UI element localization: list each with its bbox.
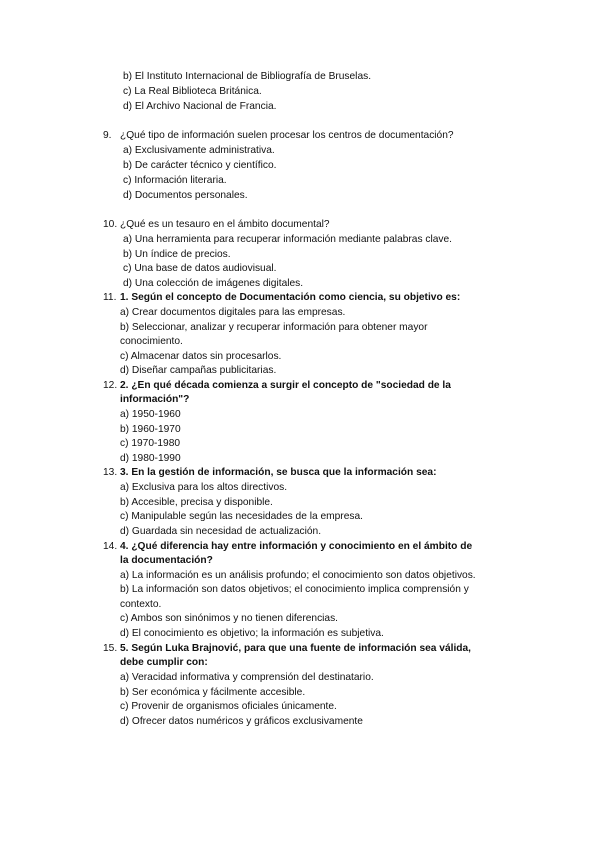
q9-number: 9. [103,130,112,141]
q15-question-line1: 5. Según Luka Brajnović, para que una fuente de información sea válida, [120,643,471,654]
q11-question: 1. Según el concepto de Documentación como ciencia, su objetivo es: [120,292,461,303]
q15-question-line2: debe cumplir con: [120,657,208,668]
q14-option-b-cont: contexto. [120,599,162,610]
q10-option-a: a) Una herramienta para recuperar información mediante palabras clave. [123,234,452,245]
q14-option-b: b) La información son datos objetivos; el conocimiento implica comprensión y [120,584,469,595]
q12-number: 12. [103,380,118,391]
q10-option-b: b) Un índice de precios. [123,249,231,260]
q13-option-a: a) Exclusiva para los altos directivos. [120,482,288,493]
q11-option-b: b) Seleccionar, analizar y recuperar información para obtener mayor [120,322,428,333]
q8-option-d: d) El Archivo Nacional de Francia. [123,101,277,112]
q12-question-line1: 2. ¿En qué década comienza a surgir el concepto de "sociedad de la [120,380,451,391]
q12-option-d: d) 1980-1990 [120,453,181,464]
q12-option-b: b) 1960-1970 [120,424,181,435]
q14-option-d: d) El conocimiento es objetivo; la información es subjetiva. [120,628,384,639]
q15-option-d: d) Ofrecer datos numéricos y gráficos exclusivamente [120,716,363,727]
q10-number: 10. [103,219,118,230]
q14-question-line1: 4. ¿Qué diferencia hay entre información y conocimiento en el ámbito de [120,541,473,552]
q9-option-d: d) Documentos personales. [123,190,248,201]
q14-question-line2: la documentación? [120,555,213,566]
q8-option-c: c) La Real Biblioteca Británica. [123,86,262,97]
q15-option-c: c) Provenir de organismos oficiales únicamente. [120,701,337,712]
q13-option-d: d) Guardada sin necesidad de actualización. [120,526,322,537]
q13-question: 3. En la gestión de información, se busca que la información sea: [120,467,437,478]
q13-number: 13. [103,467,118,478]
q9-option-b: b) De carácter técnico y científico. [123,160,277,171]
q9-option-c: c) Información literaria. [123,175,227,186]
q11-option-d: d) Diseñar campañas publicitarias. [120,365,277,376]
q14-option-c: c) Ambos son sinónimos y no tienen diferencias. [120,613,339,624]
q13-option-b: b) Accesible, precisa y disponible. [120,497,273,508]
q12-question-line2: información"? [120,394,190,405]
q11-number: 11. [103,292,117,303]
q12-option-a: a) 1950-1960 [120,409,181,420]
q11-option-a: a) Crear documentos digitales para las empresas. [120,307,346,318]
q8-option-b: b) El Instituto Internacional de Bibliografía de Bruselas. [123,71,372,82]
q13-option-c: c) Manipulable según las necesidades de la empresa. [120,511,363,522]
q15-option-a: a) Veracidad informativa y comprensión del destinatario. [120,672,374,683]
q15-option-b: b) Ser económica y fácilmente accesible. [120,687,306,698]
q12-option-c: c) 1970-1980 [120,438,181,449]
q10-option-d: d) Una colección de imágenes digitales. [123,278,304,289]
q15-number: 15. [103,643,118,654]
q9-question: ¿Qué tipo de información suelen procesar los centros de documentación? [120,130,454,141]
q14-number: 14. [103,541,118,552]
q14-option-a: a) La información es un análisis profundo; el conocimiento son datos objetivos. [120,570,476,581]
q9-option-a: a) Exclusivamente administrativa. [123,145,275,156]
q11-option-c: c) Almacenar datos sin procesarlos. [120,351,282,362]
q10-question: ¿Qué es un tesauro en el ámbito documental? [120,219,330,230]
q11-option-b-cont: conocimiento. [120,336,183,347]
q10-option-c: c) Una base de datos audiovisual. [123,263,277,274]
